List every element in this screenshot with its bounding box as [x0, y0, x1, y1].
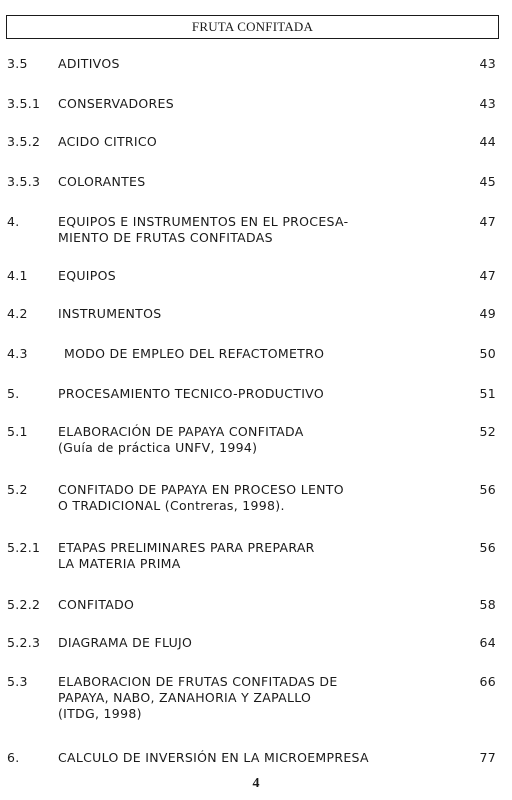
toc-entry-page: 58 — [479, 597, 496, 612]
toc-entry-number: 3.5.2 — [7, 134, 41, 149]
toc-entry-title-line: MODO DE EMPLEO DEL REFACTOMETRO — [64, 346, 325, 361]
toc-entry-title-line: CONFITADO — [58, 597, 135, 612]
toc-entry-title — [58, 597, 438, 613]
toc-entry-title-line: DIAGRAMA DE FLUJO — [58, 635, 193, 650]
toc-entry-number: 3.5 — [7, 56, 28, 71]
toc-entry-page: 49 — [479, 306, 496, 321]
toc-entry-page: 51 — [479, 386, 496, 401]
toc-entry-page: 64 — [479, 635, 496, 650]
toc-entry-title-line: ELABORACIÓN DE PAPAYA CONFITADA — [58, 424, 304, 439]
toc-entry-title-line: INSTRUMENTOS — [58, 306, 162, 321]
toc-entry-title — [58, 56, 438, 72]
toc-entry-title-line: CONSERVADORES — [58, 96, 174, 111]
toc-entry-title-line: CONFITADO DE PAPAYA EN PROCESO LENTO — [58, 482, 344, 497]
toc-entry-title — [58, 424, 438, 456]
toc-entry-title-line: CALCULO DE INVERSIÓN EN LA MICROEMPRESA — [58, 750, 369, 765]
header-title-box — [6, 15, 499, 39]
toc-entry-title — [58, 635, 438, 651]
toc-entry-number: 3.5.1 — [7, 96, 41, 111]
toc-entry-title-line: MIENTO DE FRUTAS CONFITADAS — [58, 230, 273, 245]
toc-entry-title — [58, 306, 438, 322]
toc-entry-page: 43 — [479, 96, 496, 111]
header-title: FRUTA CONFITADA — [191, 19, 314, 34]
toc-entry-title-line: ETAPAS PRELIMINARES PARA PREPARAR — [58, 540, 315, 555]
toc-entry-number: 3.5.3 — [7, 174, 41, 189]
toc-entry-title-line: PAPAYA, NABO, ZANAHORIA Y ZAPALLO — [58, 690, 312, 705]
toc-entry-number: 5.2 — [7, 482, 28, 497]
toc-entry-title-line: EQUIPOS E INSTRUMENTOS EN EL PROCESA- — [58, 214, 349, 229]
toc-entry-number: 4.1 — [7, 268, 28, 283]
toc-entry-title-line: LA MATERIA PRIMA — [58, 556, 181, 571]
toc-entry-page: 45 — [479, 174, 496, 189]
toc-entry-title-line: ELABORACION DE FRUTAS CONFITADAS DE — [58, 674, 338, 689]
toc-entry-number: 5.1 — [7, 424, 28, 439]
toc-entry-page: 77 — [479, 750, 496, 765]
toc-entry-number: 4.2 — [7, 306, 28, 321]
toc-entry-number: 5. — [7, 386, 20, 401]
toc-entry-number: 5.2.2 — [7, 597, 41, 612]
toc-entry-title-line: COLORANTES — [58, 174, 146, 189]
toc-entry-page: 52 — [479, 424, 496, 439]
toc-entry-title — [58, 268, 438, 284]
toc-entry-number: 5.2.3 — [7, 635, 41, 650]
toc-entry-title-line: ACIDO CITRICO — [58, 134, 158, 149]
toc-entry-page: 50 — [479, 346, 496, 361]
toc-entry-page: 47 — [479, 268, 496, 283]
toc-entry-title-line: EQUIPOS — [58, 268, 116, 283]
toc-entry-title-line: ADITIVOS — [58, 56, 120, 71]
toc-entry-title-line: PROCESAMIENTO TECNICO-PRODUCTIVO — [58, 386, 324, 401]
toc-entry-number: 4.3 — [7, 346, 28, 361]
toc-entry-title — [58, 674, 438, 722]
toc-entry-title-line: (ITDG, 1998) — [58, 706, 142, 721]
toc-entry-title — [58, 96, 438, 112]
toc-entry-page: 43 — [479, 56, 496, 71]
toc-entry-number: 6. — [7, 750, 20, 765]
toc-entry-title — [58, 214, 438, 246]
toc-entry-page: 66 — [479, 674, 496, 689]
toc-entry-page: 56 — [479, 540, 496, 555]
toc-entry-title — [58, 386, 438, 402]
toc-entry-title — [58, 540, 438, 572]
toc-entry-title — [64, 346, 444, 362]
toc-entry-page: 47 — [479, 214, 496, 229]
toc-entry-title — [58, 750, 438, 766]
toc-entry-number: 5.3 — [7, 674, 28, 689]
toc-entry-title — [58, 482, 438, 514]
toc-entry-number: 5.2.1 — [7, 540, 41, 555]
toc-entry-number: 4. — [7, 214, 20, 229]
toc-entry-title — [58, 134, 438, 150]
page-number: 4 — [252, 776, 260, 791]
toc-entry-page: 44 — [479, 134, 496, 149]
toc-entry-title-line: (Guía de práctica UNFV, 1994) — [58, 440, 258, 455]
toc-entry-page: 56 — [479, 482, 496, 497]
toc-entry-title-line: O TRADICIONAL (Contreras, 1998). — [58, 498, 285, 513]
toc-entry-title — [58, 174, 438, 190]
